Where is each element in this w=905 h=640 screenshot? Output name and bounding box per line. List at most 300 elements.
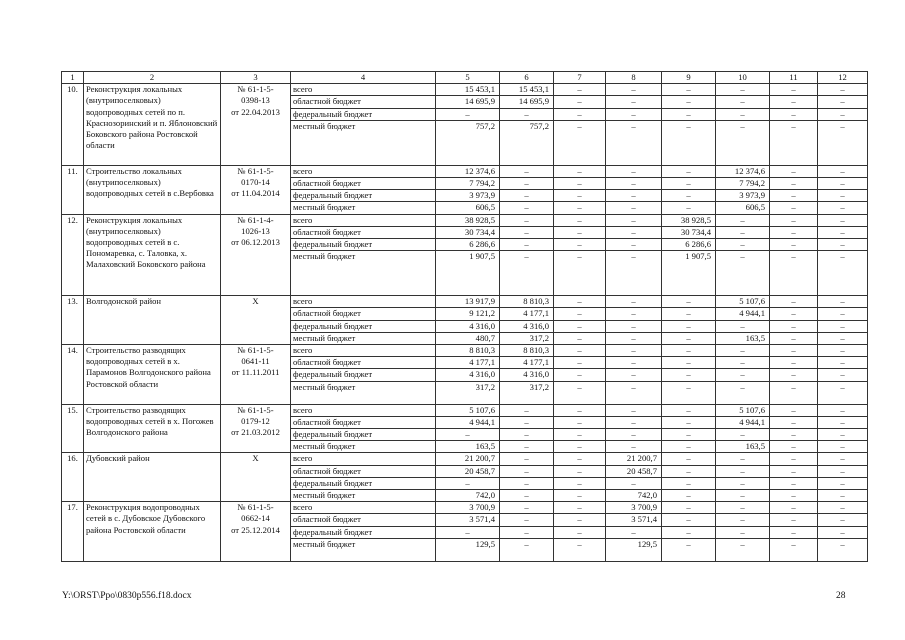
amount-cell: – <box>770 239 818 251</box>
amount-cell: – <box>554 381 606 404</box>
amount-cell: – <box>662 381 716 404</box>
amount-cell: 3 973,9 <box>436 190 500 202</box>
amount-cell: – <box>606 381 662 404</box>
amount-cell: 12 374,6 <box>716 165 770 177</box>
amount-cell: – <box>662 526 716 538</box>
amount-cell: – <box>770 296 818 308</box>
entry-document: № 61-1-5- 0398-13 от 22.04.2013 <box>221 84 291 166</box>
entry-document: № 61-1-5- 0641-11 от 11.11.2011 <box>221 345 291 405</box>
budget-source: местный бюджет <box>291 538 436 561</box>
amount-cell: 8 810,3 <box>500 345 554 357</box>
amount-cell: – <box>716 502 770 514</box>
amount-cell: 317,2 <box>436 381 500 404</box>
amount-cell: – <box>606 226 662 238</box>
amount-cell: 20 458,7 <box>606 465 662 477</box>
amount-cell: 606,5 <box>716 202 770 214</box>
amount-cell: 9 121,2 <box>436 308 500 320</box>
amount-cell: – <box>500 226 554 238</box>
amount-cell: 757,2 <box>436 120 500 165</box>
amount-cell: – <box>770 416 818 428</box>
budget-source: областной бюджет <box>291 416 436 428</box>
amount-cell: 3 571,4 <box>436 514 500 526</box>
amount-cell: – <box>606 108 662 120</box>
entry-document: № 61-1-5- 0179-12 от 21.03.2012 <box>221 404 291 453</box>
amount-cell: 4 177,1 <box>436 357 500 369</box>
amount-cell: – <box>818 502 868 514</box>
amount-cell: – <box>500 490 554 502</box>
amount-cell: 3 700,9 <box>606 502 662 514</box>
amount-cell: – <box>770 357 818 369</box>
amount-cell: – <box>662 120 716 165</box>
amount-cell: – <box>500 465 554 477</box>
amount-cell: – <box>818 345 868 357</box>
amount-cell: – <box>818 308 868 320</box>
budget-source: местный бюджет <box>291 332 436 344</box>
amount-cell: 129,5 <box>606 538 662 561</box>
budget-source: областной бюджет <box>291 465 436 477</box>
amount-cell: – <box>554 538 606 561</box>
amount-cell: 3 700,9 <box>436 502 500 514</box>
table-row <box>62 453 868 465</box>
amount-cell: – <box>500 526 554 538</box>
amount-cell: – <box>436 526 500 538</box>
budget-source: всего <box>291 165 436 177</box>
amount-cell: – <box>554 96 606 108</box>
entry-name: Строительство разводящих водопроводных сетей в х. Погожев Волгодонского района <box>84 404 221 453</box>
amount-cell: – <box>662 404 716 416</box>
amount-cell: – <box>554 108 606 120</box>
budget-source: федеральный бюджет <box>291 369 436 381</box>
amount-cell: – <box>554 251 606 296</box>
amount-cell: – <box>606 308 662 320</box>
amount-cell: – <box>662 465 716 477</box>
amount-cell: – <box>554 84 606 96</box>
amount-cell: – <box>716 465 770 477</box>
entry-document: № 61-1-5- 0662-14 от 25.12.2014 <box>221 502 291 562</box>
budget-source: местный бюджет <box>291 120 436 165</box>
amount-cell: – <box>606 96 662 108</box>
header-cell: 8 <box>606 72 662 84</box>
amount-cell: 14 695,9 <box>500 96 554 108</box>
budget-source: всего <box>291 296 436 308</box>
amount-cell: – <box>554 308 606 320</box>
amount-cell: 129,5 <box>436 538 500 561</box>
amount-cell: – <box>818 429 868 441</box>
amount-cell: – <box>770 96 818 108</box>
header-cell: 3 <box>221 72 291 84</box>
amount-cell: – <box>716 320 770 332</box>
amount-cell: 163,5 <box>436 441 500 453</box>
amount-cell: – <box>606 165 662 177</box>
amount-cell: – <box>662 477 716 489</box>
amount-cell: – <box>818 526 868 538</box>
entry-number: 14. <box>62 345 84 405</box>
amount-cell: – <box>818 320 868 332</box>
amount-cell: – <box>818 514 868 526</box>
budget-source: федеральный бюджет <box>291 320 436 332</box>
amount-cell: – <box>554 214 606 226</box>
amount-cell: – <box>716 120 770 165</box>
budget-source: местный бюджет <box>291 251 436 296</box>
entry-name: Дубовский район <box>84 453 221 502</box>
amount-cell: – <box>770 108 818 120</box>
amount-cell: – <box>606 441 662 453</box>
amount-cell: – <box>716 453 770 465</box>
amount-cell: 14 695,9 <box>436 96 500 108</box>
entry-name: Реконструкция локальных (внутрипоселковых) водопроводных сетей в с. Пономаревка, с. Таловка, х. Малаховский Боковского района <box>84 214 221 296</box>
amount-cell: – <box>818 108 868 120</box>
amount-cell: – <box>716 381 770 404</box>
amount-cell: – <box>662 296 716 308</box>
entry-name: Строительство разводящих водопроводных сетей в х. Парамонов Волгодонского района Ростовской области <box>84 345 221 405</box>
amount-cell: – <box>818 416 868 428</box>
amount-cell: – <box>554 190 606 202</box>
amount-cell: 163,5 <box>716 332 770 344</box>
amount-cell: – <box>500 165 554 177</box>
amount-cell: – <box>662 308 716 320</box>
amount-cell: – <box>770 404 818 416</box>
entry-name: Реконструкция локальных (внутрипоселковых) водопроводных сетей по п. Краснозоринский и п. Яблоновский Боковского района Ростовской области <box>84 84 221 166</box>
amount-cell: – <box>716 251 770 296</box>
amount-cell: – <box>554 465 606 477</box>
budget-source: всего <box>291 345 436 357</box>
amount-cell: – <box>716 214 770 226</box>
amount-cell: – <box>606 416 662 428</box>
entry-number: 11. <box>62 165 84 214</box>
amount-cell: – <box>770 332 818 344</box>
amount-cell: – <box>554 429 606 441</box>
budget-source: федеральный бюджет <box>291 429 436 441</box>
budget-source: федеральный бюджет <box>291 477 436 489</box>
amount-cell: – <box>770 381 818 404</box>
entry-number: 17. <box>62 502 84 562</box>
amount-cell: – <box>554 296 606 308</box>
amount-cell: – <box>770 202 818 214</box>
budget-source: федеральный бюджет <box>291 190 436 202</box>
budget-source: федеральный бюджет <box>291 239 436 251</box>
amount-cell: 8 810,3 <box>436 345 500 357</box>
amount-cell: 5 107,6 <box>716 404 770 416</box>
amount-cell: – <box>716 514 770 526</box>
amount-cell: – <box>554 502 606 514</box>
amount-cell: 7 794,2 <box>716 178 770 190</box>
amount-cell: – <box>662 357 716 369</box>
amount-cell: – <box>500 108 554 120</box>
amount-cell: – <box>500 214 554 226</box>
amount-cell: – <box>500 190 554 202</box>
budget-table <box>61 71 868 562</box>
amount-cell: – <box>770 441 818 453</box>
amount-cell: 4 944,1 <box>716 416 770 428</box>
amount-cell: 30 734,4 <box>436 226 500 238</box>
amount-cell: 163,5 <box>716 441 770 453</box>
amount-cell: – <box>500 477 554 489</box>
header-cell: 12 <box>818 72 868 84</box>
header-cell: 7 <box>554 72 606 84</box>
amount-cell: – <box>818 404 868 416</box>
entry-document: № 61-1-4- 1026-13 от 06.12.2013 <box>221 214 291 296</box>
amount-cell: – <box>818 477 868 489</box>
header-cell: 4 <box>291 72 436 84</box>
amount-cell: – <box>554 526 606 538</box>
amount-cell: – <box>554 165 606 177</box>
budget-source: областной бюджет <box>291 308 436 320</box>
amount-cell: – <box>818 214 868 226</box>
amount-cell: – <box>662 345 716 357</box>
amount-cell: – <box>818 332 868 344</box>
amount-cell: – <box>818 178 868 190</box>
amount-cell: 317,2 <box>500 332 554 344</box>
amount-cell: – <box>716 96 770 108</box>
amount-cell: 12 374,6 <box>436 165 500 177</box>
amount-cell: 742,0 <box>606 490 662 502</box>
amount-cell: – <box>436 429 500 441</box>
amount-cell: 757,2 <box>500 120 554 165</box>
amount-cell: – <box>606 345 662 357</box>
entry-number: 12. <box>62 214 84 296</box>
budget-source: областной бюджет <box>291 178 436 190</box>
amount-cell: – <box>500 429 554 441</box>
amount-cell: – <box>606 320 662 332</box>
amount-cell: – <box>554 514 606 526</box>
budget-source: областной бюджет <box>291 514 436 526</box>
amount-cell: – <box>500 404 554 416</box>
amount-cell: – <box>818 490 868 502</box>
amount-cell: – <box>662 202 716 214</box>
budget-source: местный бюджет <box>291 202 436 214</box>
amount-cell: 317,2 <box>500 381 554 404</box>
amount-cell: – <box>716 226 770 238</box>
amount-cell: – <box>770 453 818 465</box>
amount-cell: – <box>818 538 868 561</box>
amount-cell: – <box>500 538 554 561</box>
amount-cell: – <box>500 502 554 514</box>
amount-cell: – <box>500 202 554 214</box>
header-cell: 11 <box>770 72 818 84</box>
amount-cell: – <box>818 441 868 453</box>
amount-cell: 15 453,1 <box>500 84 554 96</box>
amount-cell: 21 200,7 <box>436 453 500 465</box>
table-row <box>62 84 868 96</box>
amount-cell: – <box>606 477 662 489</box>
amount-cell: – <box>662 441 716 453</box>
table-row <box>62 296 868 308</box>
budget-source: областной бюджет <box>291 96 436 108</box>
amount-cell: – <box>662 108 716 120</box>
amount-cell: – <box>770 178 818 190</box>
budget-source: всего <box>291 214 436 226</box>
amount-cell: – <box>770 84 818 96</box>
amount-cell: – <box>500 239 554 251</box>
amount-cell: – <box>716 477 770 489</box>
amount-cell: – <box>606 120 662 165</box>
amount-cell: – <box>716 84 770 96</box>
entry-document: № 61-1-5- 0170-14 от 11.04.2014 <box>221 165 291 214</box>
amount-cell: – <box>662 190 716 202</box>
amount-cell: – <box>770 320 818 332</box>
amount-cell: – <box>662 320 716 332</box>
amount-cell: – <box>716 429 770 441</box>
amount-cell: – <box>770 490 818 502</box>
amount-cell: – <box>716 239 770 251</box>
amount-cell: – <box>770 429 818 441</box>
amount-cell: – <box>662 490 716 502</box>
amount-cell: – <box>818 226 868 238</box>
amount-cell: 4 944,1 <box>716 308 770 320</box>
amount-cell: – <box>818 120 868 165</box>
amount-cell: – <box>606 214 662 226</box>
amount-cell: – <box>662 84 716 96</box>
amount-cell: – <box>716 369 770 381</box>
amount-cell: – <box>554 120 606 165</box>
amount-cell: 21 200,7 <box>606 453 662 465</box>
amount-cell: – <box>662 429 716 441</box>
amount-cell: 4 944,1 <box>436 416 500 428</box>
budget-source: федеральный бюджет <box>291 108 436 120</box>
amount-cell: – <box>606 357 662 369</box>
page-number: 28 <box>836 591 846 601</box>
budget-source: всего <box>291 404 436 416</box>
amount-cell: – <box>770 465 818 477</box>
amount-cell: – <box>554 345 606 357</box>
amount-cell: – <box>770 251 818 296</box>
table-body <box>62 72 868 562</box>
entry-name: Реконструкция водопроводных сетей в с. Дубовское Дубовского района Ростовской области <box>84 502 221 562</box>
amount-cell: – <box>554 320 606 332</box>
amount-cell: 4 316,0 <box>500 369 554 381</box>
amount-cell: – <box>716 526 770 538</box>
amount-cell: – <box>606 190 662 202</box>
amount-cell: – <box>770 226 818 238</box>
header-cell: 10 <box>716 72 770 84</box>
amount-cell: – <box>770 538 818 561</box>
amount-cell: – <box>716 345 770 357</box>
amount-cell: – <box>770 477 818 489</box>
amount-cell: – <box>554 369 606 381</box>
table-row <box>62 404 868 416</box>
header-cell: 1 <box>62 72 84 84</box>
amount-cell: – <box>770 345 818 357</box>
budget-source: всего <box>291 502 436 514</box>
amount-cell: 4 177,1 <box>500 308 554 320</box>
amount-cell: – <box>662 96 716 108</box>
amount-cell: – <box>554 332 606 344</box>
table-row <box>62 345 868 357</box>
amount-cell: 6 286,6 <box>662 239 716 251</box>
budget-source: областной бюджет <box>291 357 436 369</box>
amount-cell: 38 928,5 <box>662 214 716 226</box>
amount-cell: 4 316,0 <box>436 369 500 381</box>
amount-cell: – <box>554 441 606 453</box>
amount-cell: 606,5 <box>436 202 500 214</box>
budget-source: местный бюджет <box>291 381 436 404</box>
amount-cell: 30 734,4 <box>662 226 716 238</box>
amount-cell: – <box>606 202 662 214</box>
amount-cell: 38 928,5 <box>436 214 500 226</box>
amount-cell: – <box>818 202 868 214</box>
header-cell: 5 <box>436 72 500 84</box>
amount-cell: – <box>818 453 868 465</box>
amount-cell: 8 810,3 <box>500 296 554 308</box>
amount-cell: 1 907,5 <box>436 251 500 296</box>
amount-cell: 4 316,0 <box>500 320 554 332</box>
amount-cell: – <box>818 357 868 369</box>
amount-cell: – <box>500 441 554 453</box>
amount-cell: – <box>554 239 606 251</box>
budget-source: областной бюджет <box>291 226 436 238</box>
amount-cell: – <box>554 490 606 502</box>
amount-cell: – <box>662 502 716 514</box>
amount-cell: – <box>662 178 716 190</box>
amount-cell: 5 107,6 <box>716 296 770 308</box>
amount-cell: – <box>606 251 662 296</box>
amount-cell: – <box>770 369 818 381</box>
amount-cell: – <box>436 477 500 489</box>
amount-cell: – <box>770 526 818 538</box>
amount-cell: – <box>554 477 606 489</box>
amount-cell: – <box>606 296 662 308</box>
entry-number: 10. <box>62 84 84 166</box>
entry-document: Х <box>221 453 291 502</box>
amount-cell: 20 458,7 <box>436 465 500 477</box>
amount-cell: – <box>606 178 662 190</box>
amount-cell: – <box>606 84 662 96</box>
amount-cell: 15 453,1 <box>436 84 500 96</box>
amount-cell: – <box>554 226 606 238</box>
entry-name: Строительство локальных (внутрипоселковых) водопроводных сетей в с.Вербовка <box>84 165 221 214</box>
entry-number: 13. <box>62 296 84 345</box>
amount-cell: – <box>606 404 662 416</box>
amount-cell: – <box>818 96 868 108</box>
amount-cell: – <box>818 296 868 308</box>
amount-cell: – <box>500 178 554 190</box>
amount-cell: – <box>818 84 868 96</box>
amount-cell: – <box>500 251 554 296</box>
amount-cell: – <box>662 165 716 177</box>
amount-cell: – <box>554 178 606 190</box>
amount-cell: – <box>554 202 606 214</box>
amount-cell: – <box>554 453 606 465</box>
amount-cell: – <box>500 416 554 428</box>
amount-cell: – <box>500 453 554 465</box>
amount-cell: – <box>818 369 868 381</box>
amount-cell: 5 107,6 <box>436 404 500 416</box>
amount-cell: – <box>662 538 716 561</box>
amount-cell: 4 177,1 <box>500 357 554 369</box>
amount-cell: – <box>716 108 770 120</box>
table-row <box>62 214 868 226</box>
header-cell: 2 <box>84 72 221 84</box>
entry-name: Волгодонской район <box>84 296 221 345</box>
entry-number: 16. <box>62 453 84 502</box>
header-cell: 6 <box>500 72 554 84</box>
amount-cell: – <box>716 490 770 502</box>
amount-cell: 7 794,2 <box>436 178 500 190</box>
amount-cell: 3 571,4 <box>606 514 662 526</box>
table-row <box>62 165 868 177</box>
file-path: Y:\ORST\Ppo\0830p556.f18.docx <box>62 591 192 601</box>
amount-cell: – <box>818 381 868 404</box>
amount-cell: – <box>770 190 818 202</box>
amount-cell: – <box>606 239 662 251</box>
amount-cell: – <box>606 526 662 538</box>
amount-cell: – <box>606 332 662 344</box>
amount-cell: – <box>818 465 868 477</box>
amount-cell: – <box>770 308 818 320</box>
amount-cell: – <box>770 165 818 177</box>
amount-cell: – <box>662 453 716 465</box>
entry-document: Х <box>221 296 291 345</box>
